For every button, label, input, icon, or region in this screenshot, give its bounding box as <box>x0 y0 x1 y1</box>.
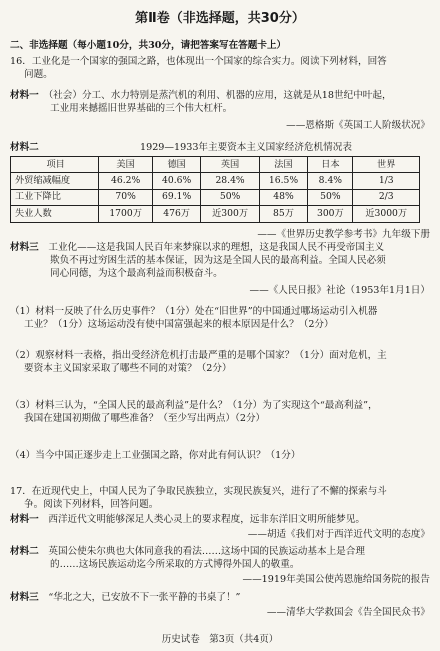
table-row <box>11 206 420 222</box>
table-cell: 失业人数 <box>11 206 99 222</box>
q16-sub1 <box>10 306 430 332</box>
table-cell: 工业下降比 <box>11 189 99 205</box>
question-line: （3）材料三认为，“全国人民的最高利益”是什么？（1分）为了实现这个“最高利益”， <box>10 400 378 411</box>
material-source: ——1919年美国公使芮恩施给国务院的报告 <box>242 573 430 585</box>
material-label: 材料二 <box>10 142 39 153</box>
q17-stem-line1: 17．在近现代史上，中国人民为了争取民族独立，实现民族复兴，进行了不懈的探索与斗 <box>10 486 387 497</box>
q16-sub4 <box>10 450 430 463</box>
material-text: 英国公使朱尔典也大体同意我的看法……这场中国的民族运动基本上是合理 <box>48 546 365 557</box>
section-heading: 二、非选择题（每小题10分，共30分，请把答案写在答题卡上） <box>10 40 287 51</box>
table-header-cell: 日本 <box>308 157 353 173</box>
material-label: 材料三 <box>10 592 39 603</box>
crisis-table <box>10 156 420 223</box>
material-text-cont: 工业用来撼摇旧世界基础的三个伟大杠杆。 <box>50 102 233 114</box>
table-cell: 28.4% <box>201 173 259 189</box>
table-row <box>11 189 420 205</box>
q16-material-3 <box>10 242 430 298</box>
page-footer: 历史试卷 第3页（共4页） <box>161 634 279 645</box>
q16-material-2 <box>10 142 430 242</box>
table-cell: 40.6% <box>152 173 201 189</box>
section-title: 第Ⅱ卷（非选择题，共30分） <box>135 11 305 26</box>
table-cell: 1/3 <box>353 173 420 189</box>
material-text: “华北之大，已安放不下一张平静的书桌了！” <box>48 592 241 603</box>
question-line: （2）观察材料一表格，指出受经济危机打击最严重的是哪个国家？（1分）面对危机，主 <box>10 350 387 361</box>
material-text: 西洋近代文明能够深足人类心灵上的要求程度，远非东洋旧文明所能梦见。 <box>48 514 365 525</box>
table-header-cell: 世界 <box>353 157 420 173</box>
q17-material-3 <box>10 592 430 620</box>
q16-stem-line1: 16．工业化是一个国家的强国之路，也体现出一个国家的综合实力。阅读下列材料，回答 <box>10 56 387 67</box>
material-text-cont: 的……这场民族运动迄今所采取的方式博得外国人的敬重。 <box>50 558 300 570</box>
table-header-cell: 德国 <box>152 157 201 173</box>
table-header-cell: 法国 <box>259 157 308 173</box>
table-header-cell: 美国 <box>99 157 152 173</box>
q17-stem <box>10 486 430 512</box>
table-cell: 8.4% <box>308 173 353 189</box>
material-source: ——清华大学救国会《告全国民众书》 <box>266 606 430 618</box>
q16-stem <box>10 56 430 82</box>
table-cell: 69.1% <box>152 189 201 205</box>
table-cell: 近300万 <box>201 206 259 222</box>
table-cell: 50% <box>308 189 353 205</box>
material-source: ——胡适《我们对于西洋近代文明的态度》 <box>247 528 430 540</box>
question-line: 工业？（1分）这场运动没有使中国富强起来的根本原因是什么？（2分） <box>24 318 334 330</box>
material-label: 材料一 <box>10 514 39 525</box>
material-text-cont: 同心同德，为这个最高利益而积极奋斗。 <box>50 267 223 279</box>
q17-material-2 <box>10 546 430 587</box>
material-source: ——《世界历史教学参考书》九年级下册 <box>257 228 430 240</box>
material-text: （社会）分工、水力特别是蒸汽机的利用、机器的应用，这就是从18世纪中叶起， <box>48 90 392 101</box>
table-cell: 70% <box>99 189 152 205</box>
question-line: 要资本主义国家采取了哪些不同的对策？（2分） <box>24 362 232 374</box>
material-source: ——恩格斯《英国工人阶级状况》 <box>286 119 430 131</box>
material-label: 材料三 <box>10 242 39 253</box>
material-text-cont: 欺负不再过穷困生活的基本保证，因为这是全国人民的最高利益。全国人民必须 <box>50 254 386 266</box>
table-cell: 外贸缩减幅度 <box>11 173 99 189</box>
material-source: ——《人民日报》社论（1953年1月1日） <box>249 284 430 296</box>
table-header-cell: 项目 <box>11 157 99 173</box>
table-cell: 48% <box>259 189 308 205</box>
q17-material-1 <box>10 514 430 542</box>
table-caption: 1929—1933年主要资本主义国家经济危机情况表 <box>140 142 352 153</box>
material-label: 材料一 <box>10 90 39 101</box>
table-header-cell: 英国 <box>201 157 259 173</box>
material-label: 材料二 <box>10 546 39 557</box>
table-row <box>11 173 420 189</box>
q17-stem-line2: 争。阅读下列材料，回答问题。 <box>24 498 159 510</box>
question-line: （1）材料一反映了什么历史事件？（1分）处在“旧世界”的中国通过哪场运动引入机器 <box>10 306 378 317</box>
table-cell: 300万 <box>308 206 353 222</box>
question-line: 我国在建国初期做了哪些准备？（至少写出两点）（2分） <box>24 412 266 424</box>
table-cell: 16.5% <box>259 173 308 189</box>
material-text: 工业化——这是我国人民百年来梦寐以求的理想，这是我国人民不再受帝国主义 <box>48 242 385 253</box>
q16-material-1 <box>10 90 430 133</box>
table-cell: 1700万 <box>99 206 152 222</box>
table-cell: 476万 <box>152 206 201 222</box>
table-cell: 50% <box>201 189 259 205</box>
q16-stem-line2: 问题。 <box>24 68 53 80</box>
table-cell: 2/3 <box>353 189 420 205</box>
q16-sub2 <box>10 350 430 376</box>
table-header-row <box>11 157 420 173</box>
table-cell: 46.2% <box>99 173 152 189</box>
table-cell: 近3000万 <box>353 206 420 222</box>
q16-sub3 <box>10 400 430 426</box>
table-cell: 85万 <box>259 206 308 222</box>
question-line: （4）当今中国正逐步走上工业强国之路，你对此有何认识？（1分） <box>10 450 301 461</box>
